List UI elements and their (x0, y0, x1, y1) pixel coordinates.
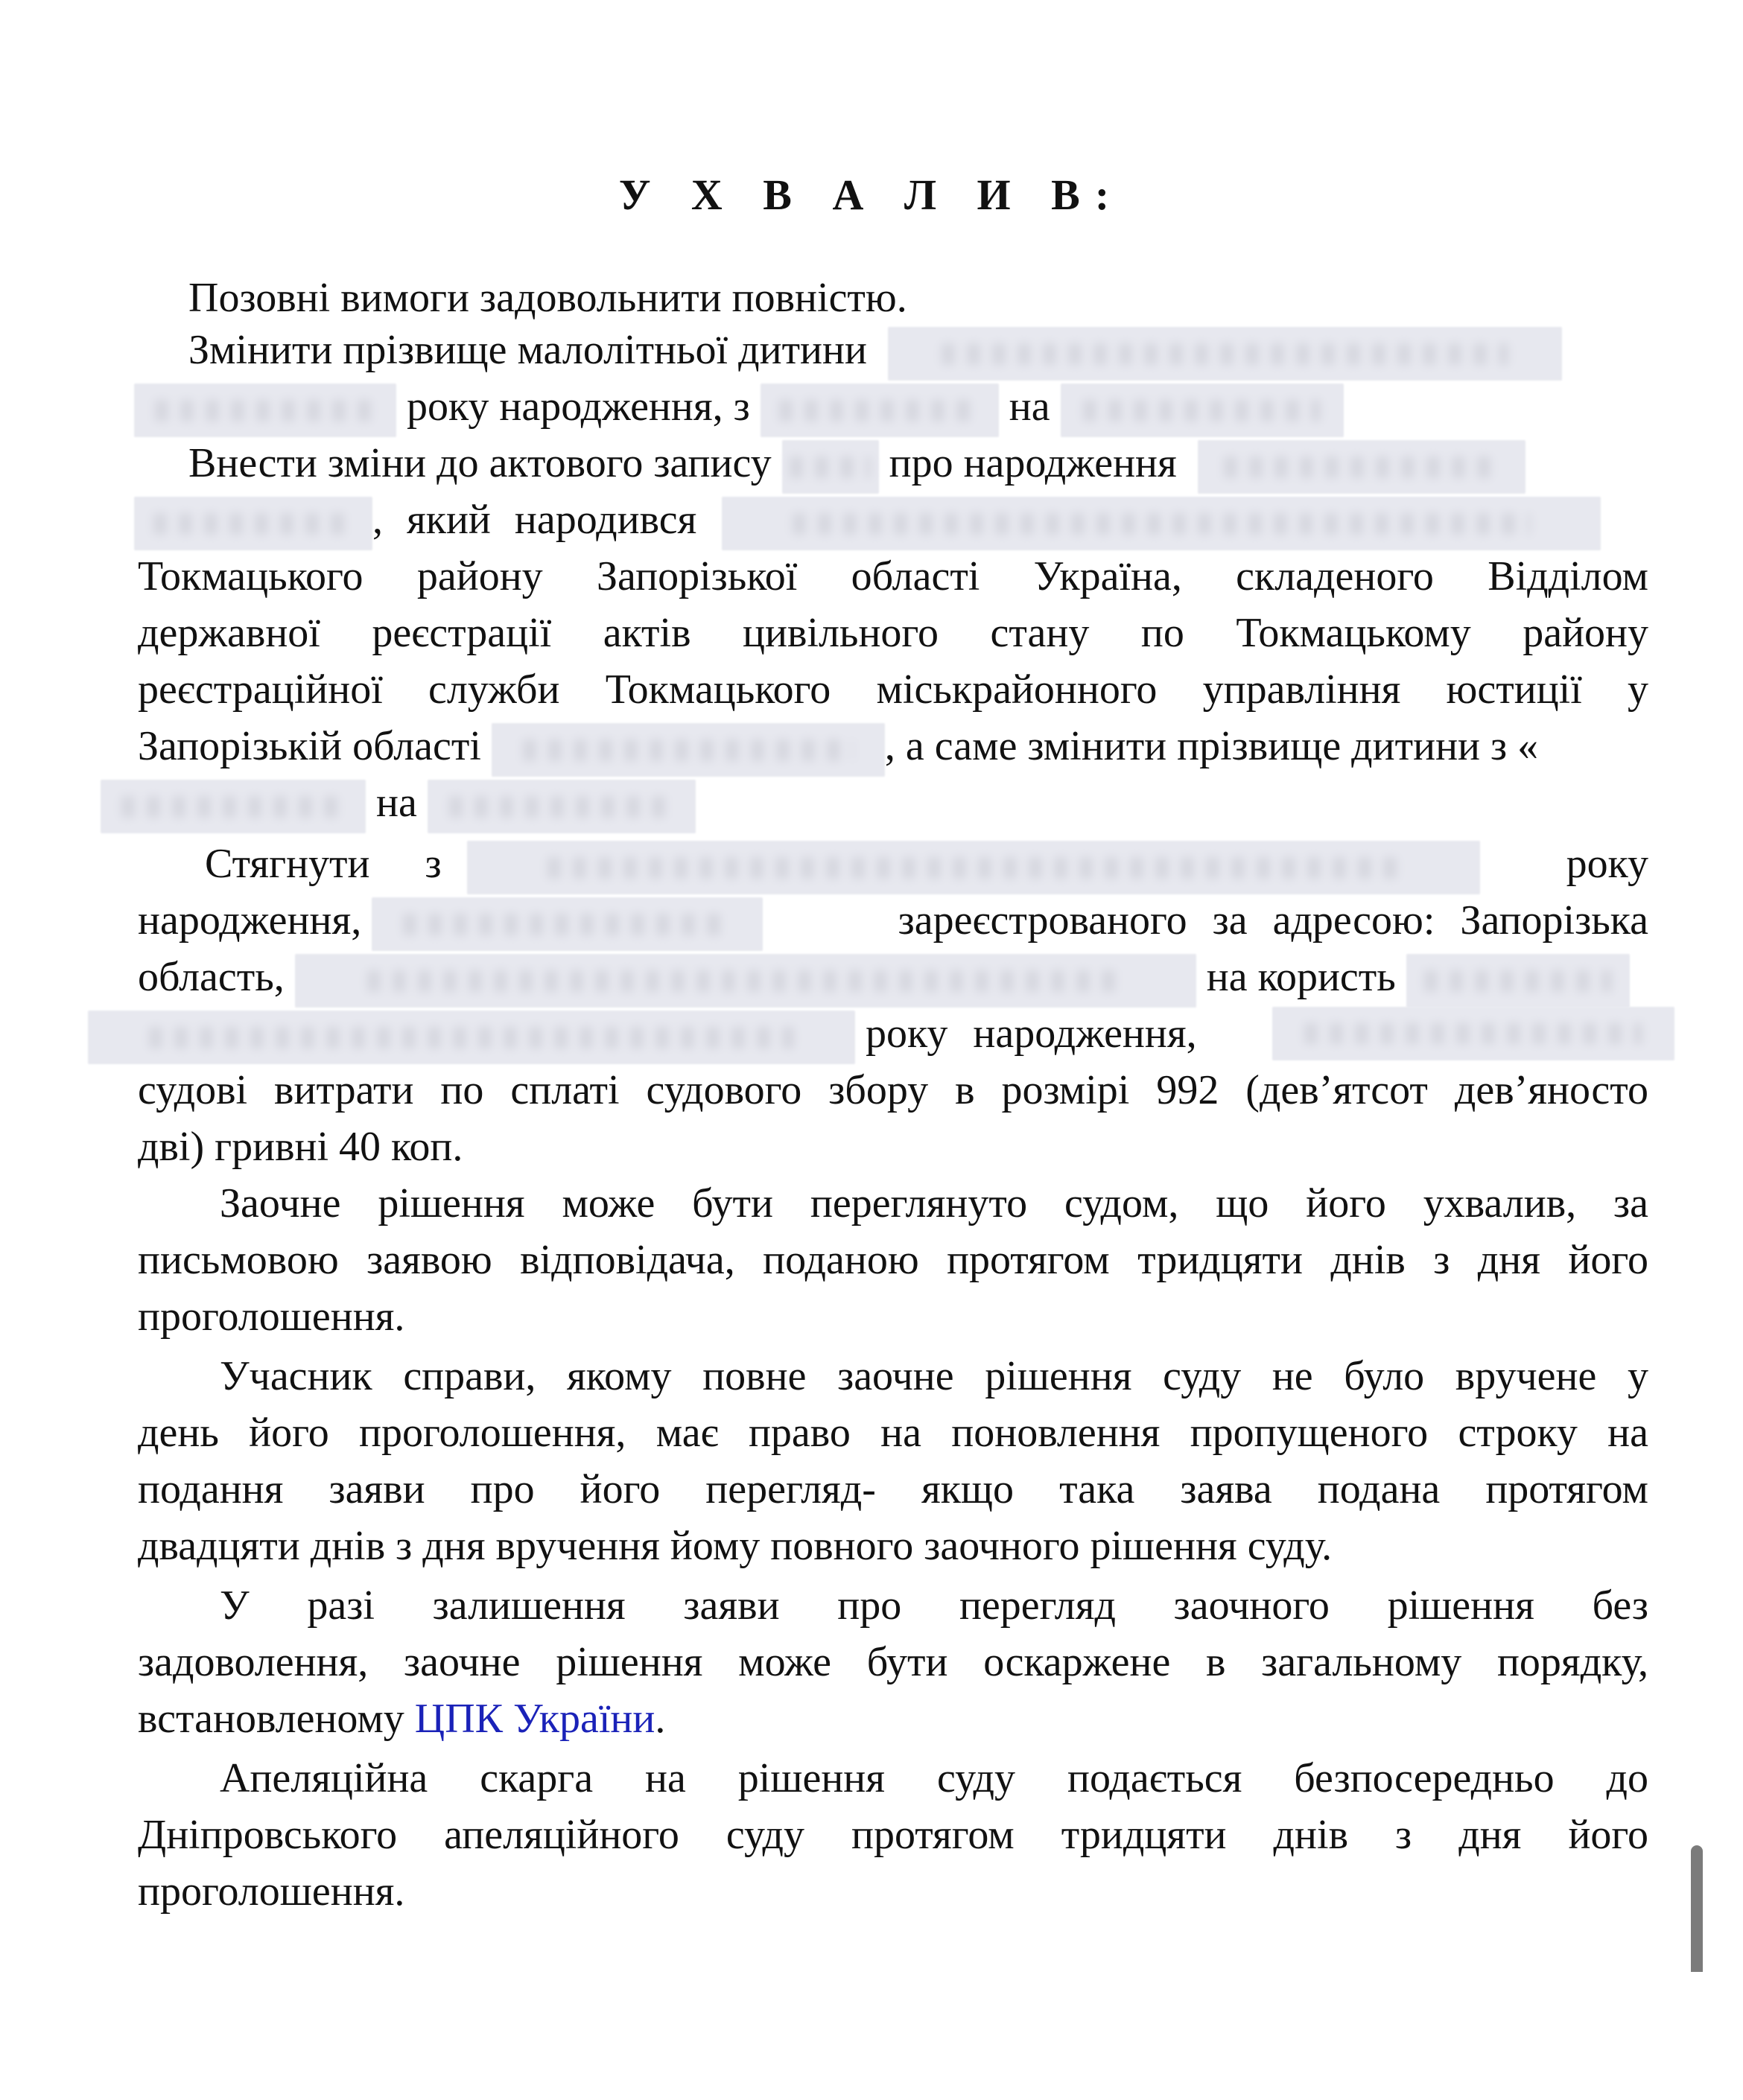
redacted-birth-place (722, 497, 1601, 550)
redacted-new-surname (1061, 384, 1344, 437)
paragraph-line: двадцяти днів з дня вручення йому повного заочного рішення суду. (138, 1523, 1333, 1569)
paragraph-line: Учасник справи, якому повне заочне рішення суду не було вручене у (220, 1353, 1648, 1399)
redacted-old-surname (101, 780, 366, 833)
paragraph-line: проголошення. (138, 1294, 405, 1340)
vertical-scrollbar[interactable] (1691, 1845, 1703, 1972)
redacted-tax-id (1272, 1007, 1674, 1060)
redacted-address (295, 954, 1196, 1008)
paragraph-line: державної реєстрації актів цивільного стану по Токмацькому району (138, 610, 1648, 656)
redacted-child-name (1198, 440, 1525, 494)
paragraph-line: Заочне рішення може бути переглянуто судом, що його ухвалив, за (220, 1180, 1648, 1226)
redacted-new-surname (428, 780, 696, 833)
paragraph-line: Внести зміни до актового запису про народження (138, 435, 1648, 494)
paragraph-line: задоволення, заочне рішення може бути оскаржене в загальному порядку, (138, 1639, 1648, 1685)
paragraph-line: , який народився (134, 491, 1645, 550)
paragraph-line: Стягнути з року (138, 836, 1648, 894)
redacted-tax-id (372, 897, 763, 951)
paragraph-line: У разі залишення заяви про перегляд заочного рішення без (220, 1582, 1648, 1629)
paragraph-line: судові витрати по сплаті судового збору в розмірі 992 (дев’ятсот дев’яносто (138, 1067, 1648, 1113)
paragraph-line: Дніпровського апеляційного суду протягом тридцяти днів з дня його (138, 1812, 1648, 1858)
paragraph-line: Токмацького району Запорізької області Україна, складеного Відділом (138, 553, 1648, 599)
paragraph-line: Позовні вимоги задовольнити повністю. (188, 275, 907, 321)
decision-heading: У Х В А Л И В: (618, 171, 1125, 219)
redacted-birth-date (134, 384, 396, 437)
redacted-claimant-name (88, 1011, 855, 1064)
redacted-debtor-name (467, 841, 1480, 894)
redacted-record-number (782, 440, 879, 494)
paragraph-line: року народження, (88, 1005, 1674, 1064)
redacted-child-name (888, 327, 1562, 381)
paragraph-line: проголошення. (138, 1868, 405, 1915)
paragraph-line: року народження, з на (134, 378, 1645, 437)
paragraph-line: Змінити прізвище малолітньої дитини (138, 322, 1648, 381)
paragraph-line: на (101, 774, 1611, 833)
paragraph-line: письмовою заявою відповідача, поданою протягом тридцяти днів з дня його (138, 1237, 1648, 1283)
redacted-registration-date (492, 723, 885, 777)
paragraph-line: Запорізькій області , а саме змінити прізвище дитини з « (138, 718, 1648, 777)
redacted-claimant-name (1406, 954, 1630, 1008)
cpk-ukraine-link[interactable]: ЦПК України (414, 1696, 655, 1742)
paragraph-line: реєстраційної служби Токмацького міськрайонного управління юстиції у (138, 666, 1648, 713)
redacted-child-name (134, 497, 372, 550)
paragraph-line: дві) гривні 40 коп. (138, 1124, 463, 1170)
paragraph-line: область, на користь (138, 949, 1648, 1008)
paragraph-line: встановленому ЦПК України. (138, 1696, 666, 1742)
paragraph-line: Апеляційна скарга на рішення суду подається безпосередньо до (220, 1755, 1648, 1801)
paragraph-line: подання заяви про його перегляд- якщо така заява подана протягом (138, 1466, 1648, 1512)
redacted-old-surname (761, 384, 999, 437)
paragraph-line: день його проголошення, має право на поновлення пропущеного строку на (138, 1410, 1648, 1456)
paragraph-line: народження, зареєстрованого за адресою: Запорізька (138, 892, 1648, 951)
